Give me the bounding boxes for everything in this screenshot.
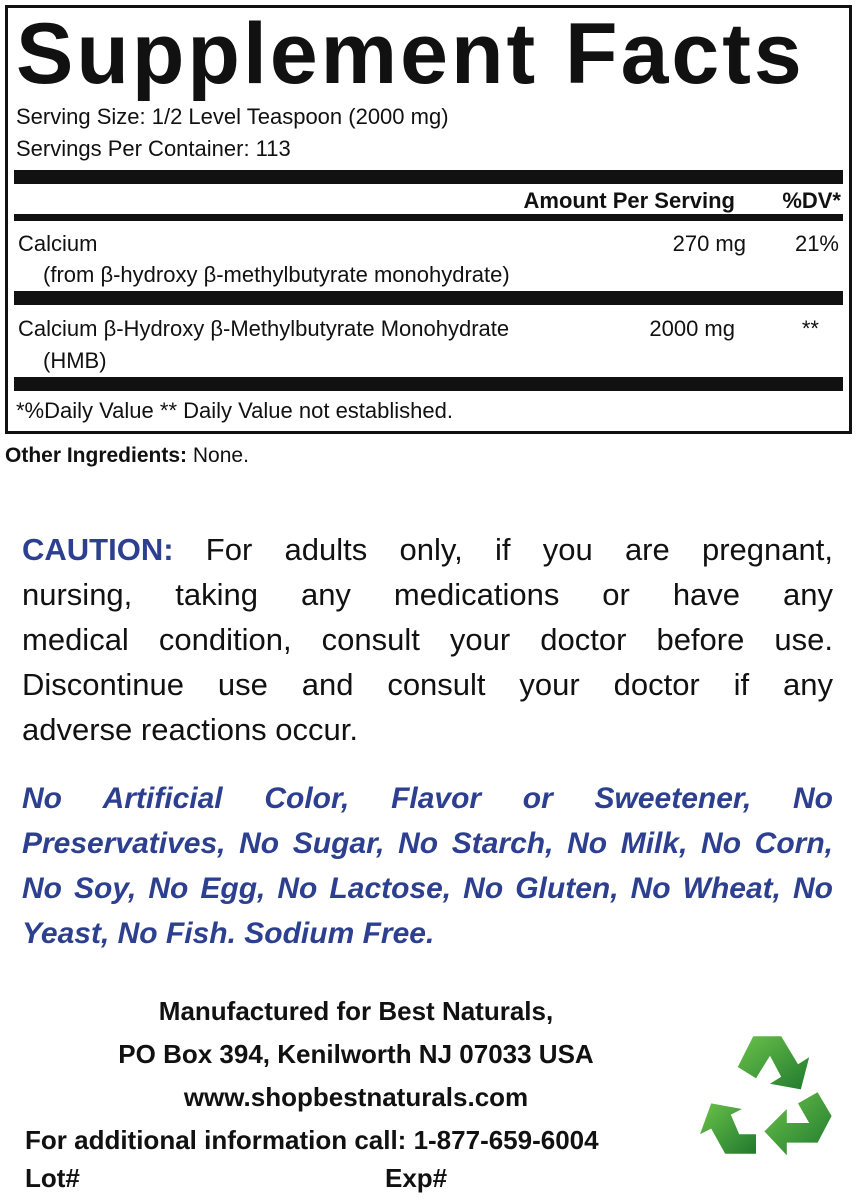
exp-label: Exp# — [385, 1163, 448, 1193]
servings-per-container: Servings Per Container: 113 — [16, 136, 291, 161]
caution-line — [22, 527, 833, 572]
manufacturer-address: PO Box 394, Kenilworth NJ 07033 USA — [118, 1039, 594, 1069]
free-from-line: No Soy, No Egg, No Lactose, No Gluten, No Wheat, No — [22, 872, 833, 905]
supplement-facts-panel — [5, 5, 852, 434]
row-amount: 270 mg — [672, 231, 746, 256]
free-from-line: Yeast, No Fish. Sodium Free. — [22, 917, 435, 950]
row-amount: 2000 mg — [649, 316, 735, 341]
panel-title: Supplement Facts — [16, 6, 805, 102]
row-sub: (from β-hydroxy β-methylbutyrate monohydrate) — [43, 262, 510, 287]
manufacturer-name: Manufactured for Best Naturals, — [158, 996, 554, 1026]
manufacturer-website: www.shopbestnaturals.com — [183, 1082, 529, 1112]
lot-label: Lot# — [25, 1163, 80, 1193]
footnote: *%Daily Value ** Daily Value not established. — [16, 398, 453, 423]
caution-line: Discontinue use and consult your doctor if any — [22, 667, 833, 702]
row-name: Calcium β-Hydroxy β-Methylbutyrate Monohydrate — [18, 316, 510, 341]
other-ingredients — [5, 444, 249, 468]
divider-thick — [14, 170, 843, 184]
row-dv: 21% — [794, 231, 839, 256]
free-from-line: No Artificial Color, Flavor or Sweetener, No — [22, 782, 833, 815]
divider-thick — [14, 377, 843, 391]
caution-line: medical condition, consult your doctor before use. — [22, 622, 833, 657]
other-ingredients-value: None. — [187, 444, 249, 467]
header-dv: %DV* — [782, 188, 841, 213]
caution-line: nursing, taking any medications or have any — [22, 577, 833, 612]
row-sub: (HMB) — [43, 348, 107, 373]
free-from-line: Preservatives, No Sugar, No Starch, No Milk, No Corn, — [22, 827, 833, 860]
row-dv: ** — [801, 316, 819, 341]
manufacturer-phone: For additional information call: 1-877-659-6004 — [25, 1125, 599, 1155]
header-amount: Amount Per Serving — [523, 188, 735, 213]
caution-text — [22, 527, 833, 752]
row-name: Calcium — [18, 231, 98, 256]
caution-line: adverse reactions occur. — [22, 712, 359, 747]
divider-medium — [14, 214, 843, 221]
divider-thick — [14, 291, 843, 305]
caution-line-text: For adults only, if you are pregnant, — [173, 532, 833, 567]
caution-label: CAUTION: — [22, 532, 174, 567]
manufacturer-info — [0, 990, 712, 1162]
other-ingredients-label: Other Ingredients: — [5, 444, 188, 467]
recycle-icon — [700, 1025, 840, 1165]
serving-size: Serving Size: 1/2 Level Teaspoon (2000 mg) — [16, 104, 449, 129]
free-from-list — [22, 776, 833, 956]
